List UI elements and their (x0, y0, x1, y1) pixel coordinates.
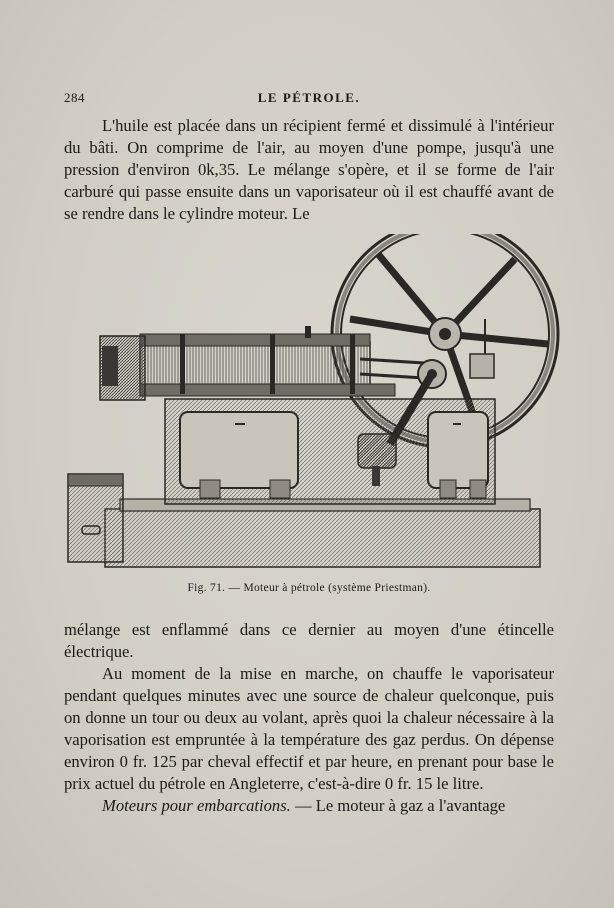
running-title: LE PÉTROLE. (257, 90, 361, 105)
section-lead: Moteurs pour embarcations. (102, 796, 291, 815)
paragraph (64, 795, 554, 817)
text-block-top (64, 115, 554, 225)
page-number: 284 (64, 90, 85, 105)
paragraph: L'huile est placée dans un récipient fermé et dissimulé à l'intérieur du bâti. On comprime de l'air, au moyen d'une pompe, jusqu'à une pression d'environ 0k,35. Le mélange s'opère, et il se forme de l'air carburé qui passe ensuite dans un vaporisateur où il est chauffé avant de se rendre dans le cylindre moteur. Le (64, 116, 554, 223)
figure-caption: Fig. 71. — Moteur à pétrole (système Priestman). (187, 582, 431, 594)
oil-reservoir (68, 474, 123, 562)
page-header (64, 90, 554, 106)
paragraph: Au moment de la mise en marche, on chauffe le vaporisateur pendant quelques minutes avec une source de chaleur quelconque, puis on donne un tour ou deux au volant, après quoi la chaleur nécessaire à la vaporisation est empruntée à la température des gaz perdus. On dépense environ 0 fr. 125 par cheval effectif et par heure, en prenant pour base le prix actuel du pétrole en Angleterre, c'est-à-dire 0 fr. 15 le litre. (64, 664, 554, 793)
engine-illustration (60, 234, 560, 574)
engine-base (105, 399, 540, 567)
text-block-bottom (64, 619, 554, 817)
engine-cylinder (100, 326, 440, 400)
section-text: — Le moteur à gaz a l'avantage (290, 796, 506, 815)
paragraph: mélange est enflammé dans ce dernier au moyen d'une étincelle électrique. (64, 620, 554, 661)
